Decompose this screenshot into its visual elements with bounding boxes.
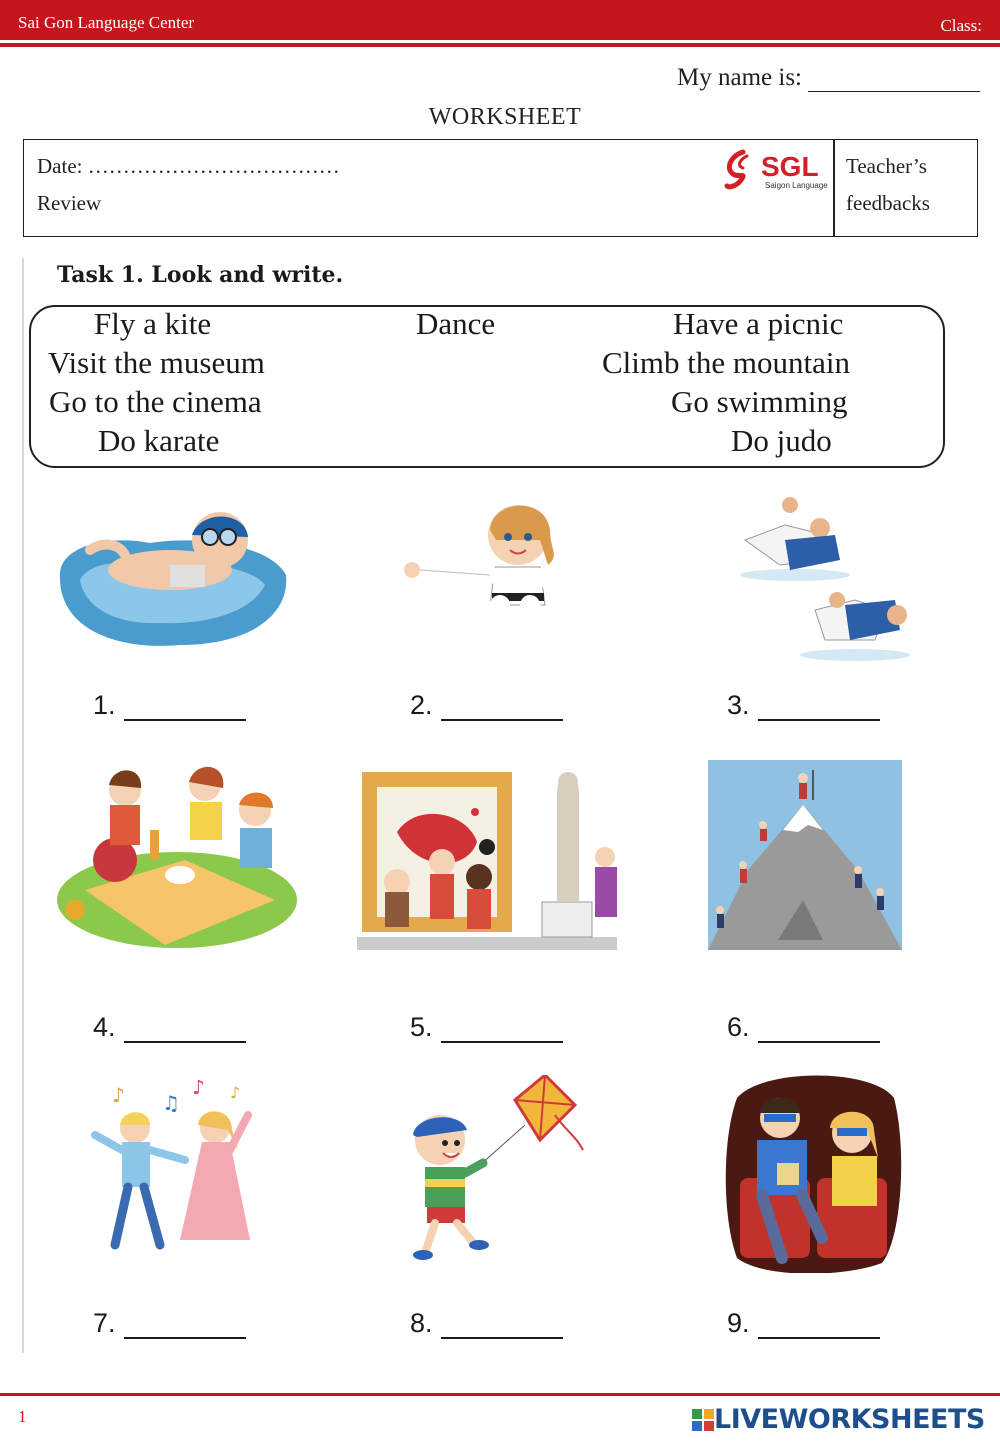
margin-rule [22,258,24,1353]
answer-blank[interactable] [124,695,246,721]
answer-blank[interactable] [124,1313,246,1339]
answer-blank[interactable] [441,695,563,721]
museum-picture [357,762,617,950]
task-heading: Task 1. Look and write. [57,262,344,288]
item-number: 6. [727,1012,750,1042]
footer-rule [0,1393,1000,1396]
answer-row-9 [727,1308,880,1339]
answer-blank[interactable] [758,1313,880,1339]
center-name: Sai Gon Language Center [18,13,195,32]
word-have-a-picnic: Have a picnic [673,306,844,341]
item-number: 5. [410,1012,433,1042]
svg-text:♪: ♪ [112,1083,125,1107]
svg-text:♫: ♫ [162,1091,180,1115]
page-number: 1 [18,1407,27,1426]
answer-row-2 [410,690,563,721]
answer-row-1 [93,690,246,721]
answer-row-6 [727,1012,880,1043]
feedback-divider [833,140,835,236]
worksheet-title: WORKSHEET [428,104,582,130]
word-go-swimming: Go swimming [671,384,848,419]
liveworksheets-logo-icon [692,1409,714,1431]
review-label: Review [37,191,102,215]
sgl-logo [721,146,831,196]
item-number: 8. [410,1308,433,1338]
answer-blank[interactable] [758,695,880,721]
answer-row-5 [410,1012,563,1043]
liveworksheets-brand[interactable] [692,1404,985,1435]
word-visit-the-museum: Visit the museum [48,345,265,380]
word-dance: Dance [416,306,496,341]
student-name-row [677,62,980,92]
feedback-label-line2: feedbacks [846,191,930,215]
answer-row-8 [410,1308,563,1339]
svg-text:♪: ♪ [192,1080,205,1099]
svg-text:♪: ♪ [230,1083,241,1102]
class-label: Class: [940,16,982,35]
karate-picture [400,495,575,665]
answer-row-3 [727,690,880,721]
name-blank[interactable] [808,62,980,92]
date-field: Date: ……………………………… [37,154,340,178]
answer-blank[interactable] [441,1313,563,1339]
header-bar [0,0,1000,40]
word-do-judo: Do judo [731,423,832,458]
item-number: 1. [93,690,116,720]
word-go-to-the-cinema: Go to the cinema [49,384,262,419]
mountain-climbing-picture [708,760,902,950]
judo-picture [725,490,915,665]
answer-blank[interactable] [124,1017,246,1043]
word-climb-the-mountain: Climb the mountain [602,345,850,380]
logo-text: SGL [761,151,819,182]
item-number: 2. [410,690,433,720]
info-box [23,139,978,237]
kite-picture [405,1075,590,1265]
item-number: 9. [727,1308,750,1338]
picnic-picture [55,760,300,950]
liveworksheets-text: LIVEWORKSHEETS [714,1404,985,1435]
answer-row-7 [93,1308,246,1339]
word-fly-a-kite: Fly a kite [94,306,212,341]
answer-blank[interactable] [441,1017,563,1043]
header-rule [0,43,1000,47]
item-number: 4. [93,1012,116,1042]
feedback-label-line1: Teacher’s [846,154,927,178]
word-do-karate: Do karate [98,423,220,458]
logo-subtext: Saigon Language [765,181,828,190]
item-number: 3. [727,690,750,720]
swimming-picture [50,505,290,655]
cinema-picture [722,1068,902,1273]
item-number: 7. [93,1308,116,1338]
name-label: My name is: [677,64,802,91]
answer-blank[interactable] [758,1017,880,1043]
dancing-picture [90,1080,260,1260]
answer-row-4 [93,1012,246,1043]
